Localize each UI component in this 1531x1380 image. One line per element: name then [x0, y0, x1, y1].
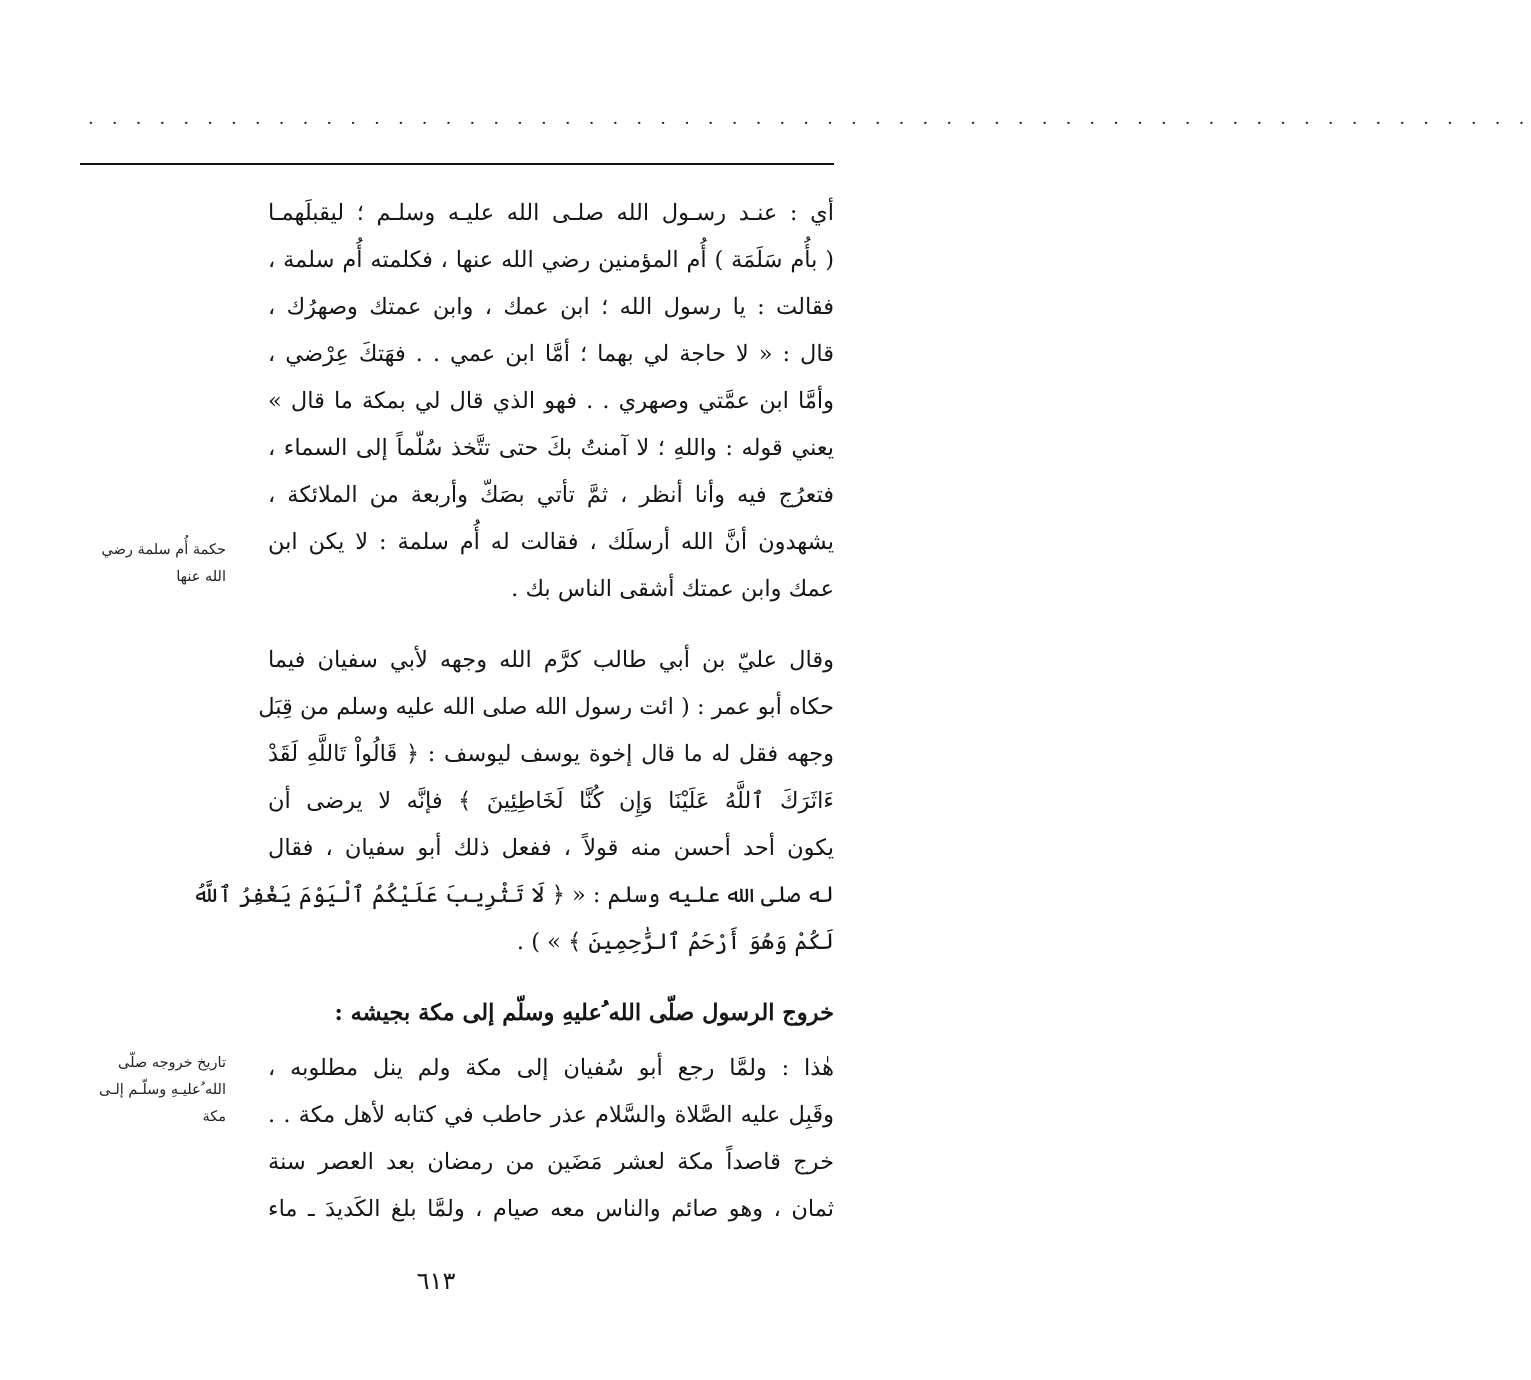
text-line: حكاه أبو عمر : ( ائت رسول الله صلى الله عليه وسلم من قِبَل — [258, 694, 834, 720]
section-heading: خروج الرسول صلّى الله ُعليهِ وسلّم إلى مكة بجيشه : — [334, 1000, 834, 1026]
text-line: فقالت : يا رسول الله ؛ ابن عمك ، وابن عمتك وصهرُك ، — [268, 294, 834, 320]
text-line: أي : عنـد رسـول الله صلـى الله عليـه وسلـم ؛ ليقبلَهمـا — [268, 200, 834, 226]
text-line: فتعرُج فيه وأنا أنظر ، ثمَّ تأتي بصَكّ وأربعة من الملائكة ، — [268, 482, 834, 508]
margin-note-departure-date — [76, 1050, 226, 1131]
text-line: وجهه فقل له ما قال إخوة يوسف ليوسف : ﴿ قَالُواْ تَاللَّهِ لَقَدْ — [268, 741, 834, 767]
text-line: لَكُمْ وَهُوَ أَرْحَمُ ٱلرَّٰحِمِينَ ﴾ » ) . — [516, 929, 834, 955]
text-line: هٰذا : ولمَّا رجع أبو سُفيان إلى مكة ولم ينل مطلوبه ، — [268, 1055, 834, 1081]
margin-note-line: مكة — [202, 1109, 226, 1125]
header-dots: · · · · · · · · · · · · · · · · · · · · · · · · · · · · · · · · · · · · · · · · · · · · · · · · · · · · · · · · · · · · · — [88, 113, 1531, 134]
text-line: عمك وابن عمتك أشقى الناس بك . — [511, 576, 834, 602]
text-line: وقال عليّ بن أبي طالب كرَّم الله وجهه لأبي سفيان فيما — [268, 647, 834, 673]
margin-note-umm-salama — [76, 537, 226, 591]
paragraph-gap — [268, 613, 834, 637]
text-line: ثمان ، وهو صائم والناس معه صيام ، ولمَّا بلغ الكَديدَ ـ ماء — [268, 1196, 834, 1222]
text-line: ءَاثَرَكَ ٱللَّهُ عَلَيْنَا وَإِن كُنَّا لَخَاطِئِينَ ﴾ فإنَّه لا يرضى أن — [268, 788, 834, 814]
text-line: له صلى الله عليه وسلم : « ﴿ لَا تَثْرِيبَ عَلَيْكُمُ ٱلْيَوْمَ يَغْفِرُ ٱللَّهُ — [192, 882, 834, 908]
text-line: ( بأُم سَلَمَة ) أُم المؤمنين رضي الله عنها ، فكلمته أُم سلمة ، — [268, 247, 834, 273]
margin-note-line: حكمة أُم سلمة رضي — [101, 542, 226, 558]
margin-note-line: تاريخ خروجه صلّى — [118, 1055, 226, 1071]
text-line: يكون أحد أحسن منه قولاً ، ففعل ذلك أبو سفيان ، فقال — [268, 835, 834, 861]
page-number: ٦١٣ — [416, 1267, 456, 1295]
text-line: وأمَّا ابن عمَّتي وصهري . . فهو الذي قال لي بمكة ما قال » — [268, 388, 834, 414]
text-line: قال : « لا حاجة لي بهما ؛ أمَّا ابن عمي . . فهَتكَ عِرْضي ، — [268, 341, 834, 367]
text-line: وقَبِل عليه الصَّلاة والسَّلام عذر حاطب في كتابه لأهل مكة . . — [268, 1102, 834, 1128]
text-line: يشهدون أنَّ الله أرسلَك ، فقالت له أُم سلمة : لا يكن ابن — [268, 529, 834, 555]
paragraph-gap — [268, 1037, 834, 1045]
text-line: خرج قاصداً مكة لعشر مَضَين من رمضان بعد العصر سنة — [268, 1149, 834, 1175]
paragraph-gap — [268, 966, 834, 990]
text-line: يعني قوله : واللهِ ؛ لا آمنتُ بكَ حتى تتَّخذ سُلّماً إلى السماء ، — [268, 435, 834, 461]
header-rule — [80, 163, 834, 165]
main-text — [192, 190, 834, 1233]
margin-note-line: الله ُعليـهِ وسلّـم إلـى — [99, 1082, 226, 1098]
margin-note-line: الله عنها — [176, 569, 226, 585]
